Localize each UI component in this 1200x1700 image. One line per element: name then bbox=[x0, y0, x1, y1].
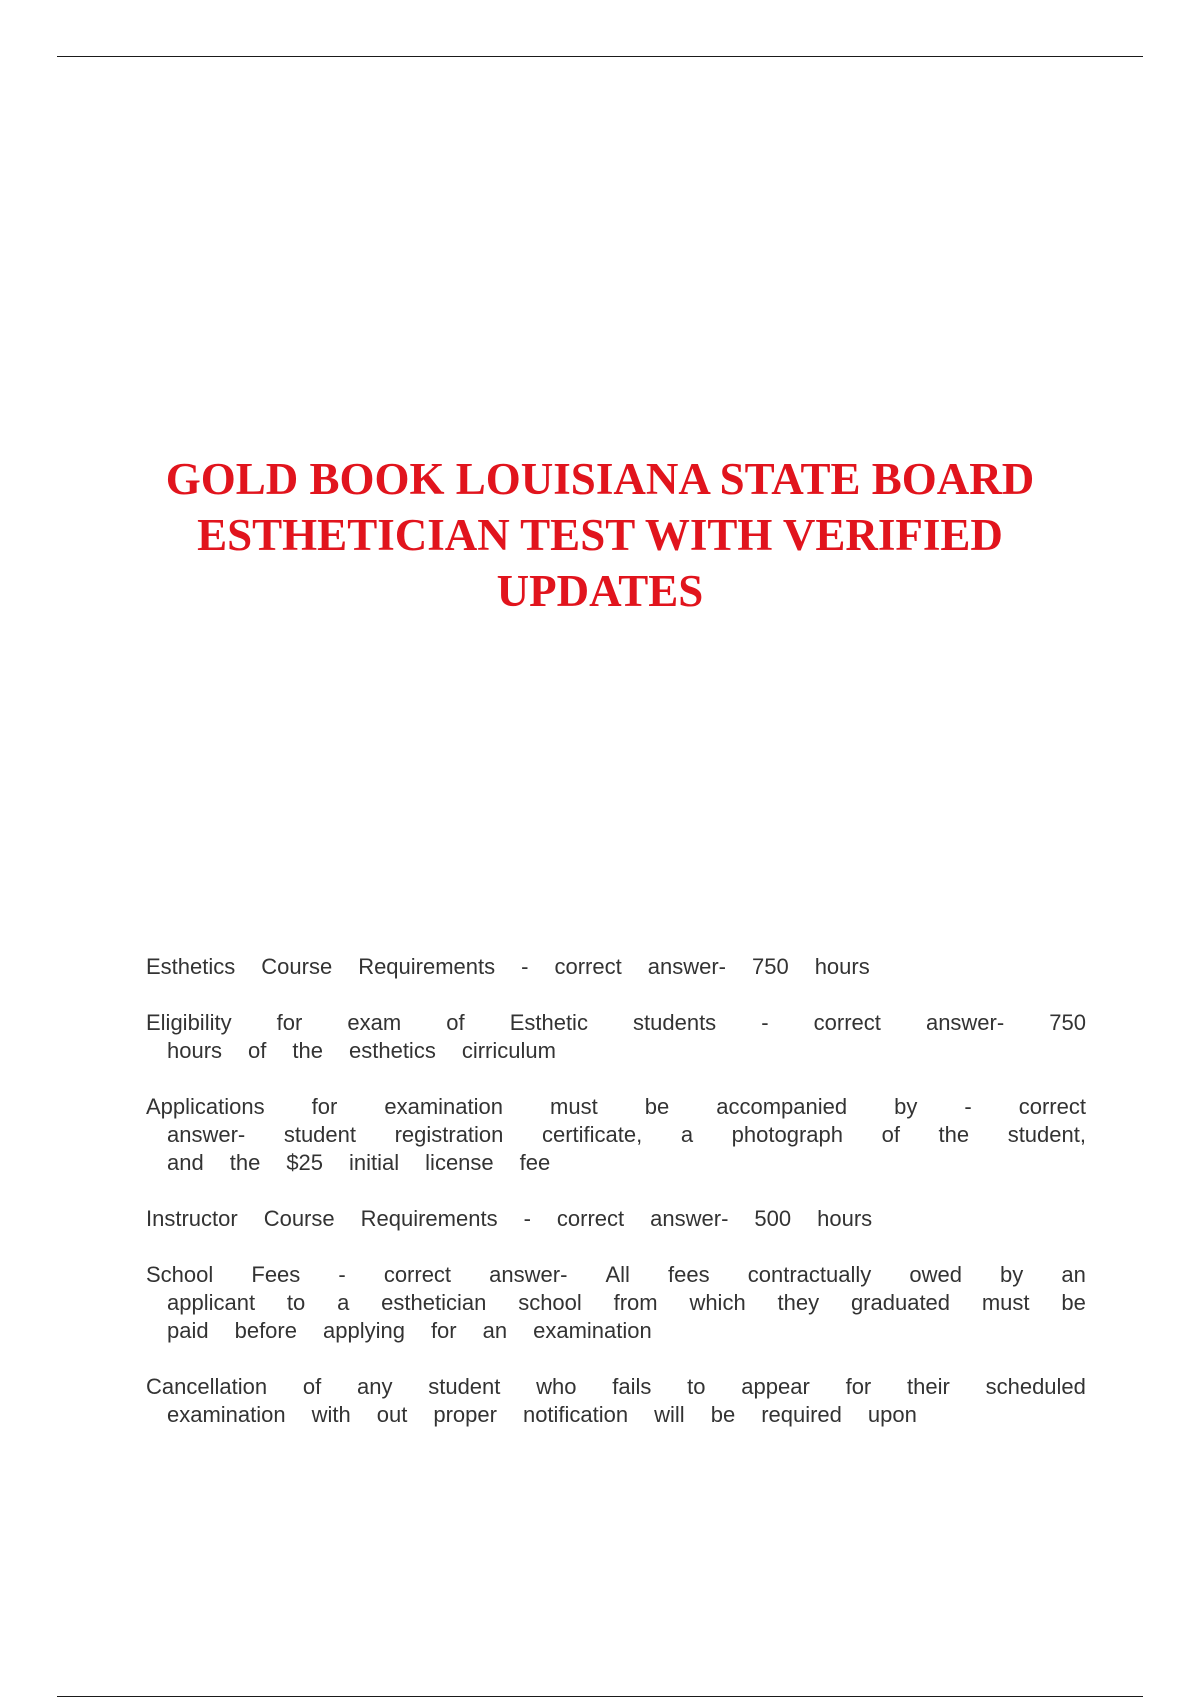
qa-word: exam bbox=[347, 1010, 402, 1035]
qa-word: out bbox=[376, 1402, 408, 1427]
qa-word: and bbox=[167, 1150, 204, 1175]
qa-word: cirriculum bbox=[461, 1038, 556, 1063]
qa-word: answer- bbox=[167, 1122, 246, 1147]
qa-word: for bbox=[845, 1374, 872, 1399]
qa-word: must bbox=[550, 1094, 598, 1119]
qa-word: they bbox=[777, 1290, 820, 1315]
qa-word: Course bbox=[261, 954, 333, 979]
qa-line bbox=[146, 1373, 1086, 1401]
qa-word: an bbox=[1061, 1262, 1086, 1287]
qa-line bbox=[146, 1009, 1086, 1037]
qa-word: - bbox=[523, 1206, 531, 1231]
qa-word: from bbox=[613, 1290, 658, 1315]
qa-word: fees bbox=[668, 1262, 710, 1287]
qa-word: accompanied bbox=[716, 1094, 848, 1119]
qa-word: an bbox=[482, 1318, 508, 1343]
qa-entry bbox=[146, 1205, 1086, 1233]
qa-word: by bbox=[1000, 1262, 1024, 1287]
qa-line bbox=[146, 1205, 1086, 1233]
qa-word: Fees bbox=[251, 1262, 301, 1287]
qa-word: for bbox=[430, 1318, 457, 1343]
qa-word: esthetician bbox=[381, 1290, 487, 1315]
qa-word: answer- bbox=[650, 1206, 729, 1231]
qa-entry bbox=[146, 1261, 1086, 1345]
question-answer-list bbox=[146, 953, 1086, 1457]
title-line: GOLD BOOK LOUISIANA STATE BOARD bbox=[165, 454, 1035, 504]
qa-word: - bbox=[338, 1262, 346, 1287]
qa-word: license bbox=[425, 1150, 494, 1175]
qa-word: school bbox=[518, 1290, 582, 1315]
qa-word: School bbox=[146, 1262, 214, 1287]
qa-word: to bbox=[286, 1290, 306, 1315]
qa-word: required bbox=[761, 1402, 842, 1427]
qa-word: certificate, bbox=[542, 1122, 643, 1147]
qa-word: the bbox=[229, 1150, 261, 1175]
qa-word: will bbox=[654, 1402, 685, 1427]
qa-word: a bbox=[680, 1122, 694, 1147]
qa-line bbox=[146, 953, 1086, 981]
qa-word: who bbox=[536, 1374, 577, 1399]
qa-entry bbox=[146, 1373, 1086, 1429]
qa-word: Applications bbox=[146, 1094, 265, 1119]
qa-word: - bbox=[964, 1094, 972, 1119]
qa-word: - bbox=[521, 954, 529, 979]
qa-word: registration bbox=[394, 1122, 504, 1147]
qa-word: hours bbox=[814, 954, 870, 979]
qa-word: a bbox=[337, 1290, 350, 1315]
qa-entry bbox=[146, 1093, 1086, 1177]
qa-word: fee bbox=[519, 1150, 551, 1175]
qa-line bbox=[167, 1121, 1086, 1149]
qa-line bbox=[146, 1261, 1086, 1289]
qa-word: $25 bbox=[286, 1150, 324, 1175]
qa-word: which bbox=[689, 1290, 746, 1315]
qa-word: of bbox=[881, 1122, 900, 1147]
qa-word: All bbox=[605, 1262, 630, 1287]
qa-word: applicant bbox=[167, 1290, 256, 1315]
qa-word: Esthetic bbox=[509, 1010, 588, 1035]
qa-word: upon bbox=[867, 1402, 917, 1427]
qa-word: photograph bbox=[731, 1122, 843, 1147]
qa-word: Eligibility bbox=[146, 1010, 232, 1035]
qa-word: Requirements bbox=[358, 954, 496, 979]
qa-word: examination bbox=[384, 1094, 503, 1119]
qa-line bbox=[167, 1289, 1086, 1317]
qa-word: correct bbox=[813, 1010, 881, 1035]
qa-word: correct bbox=[1018, 1094, 1086, 1119]
qa-line bbox=[167, 1149, 1086, 1177]
qa-word: by bbox=[894, 1094, 918, 1119]
qa-word: hours bbox=[817, 1206, 873, 1231]
qa-word: answer- bbox=[489, 1262, 568, 1287]
qa-word: examination bbox=[167, 1402, 286, 1427]
qa-word: for bbox=[276, 1010, 303, 1035]
qa-word: must bbox=[981, 1290, 1030, 1315]
qa-line bbox=[167, 1317, 1086, 1345]
qa-word: initial bbox=[349, 1150, 400, 1175]
qa-word: 750 bbox=[1049, 1010, 1086, 1035]
qa-word: before bbox=[234, 1318, 297, 1343]
qa-word: Cancellation bbox=[146, 1374, 268, 1399]
qa-word: contractually bbox=[747, 1262, 872, 1287]
qa-entry bbox=[146, 1009, 1086, 1065]
top-rule bbox=[57, 56, 1143, 57]
qa-word: - bbox=[761, 1010, 769, 1035]
qa-word: 750 bbox=[751, 954, 789, 979]
qa-word: with bbox=[311, 1402, 351, 1427]
qa-word: hours bbox=[167, 1038, 223, 1063]
qa-word: scheduled bbox=[985, 1374, 1086, 1399]
qa-entry bbox=[146, 953, 1086, 981]
qa-word: for bbox=[311, 1094, 338, 1119]
qa-word: appear bbox=[741, 1374, 810, 1399]
qa-word: correct bbox=[554, 954, 622, 979]
qa-word: notification bbox=[522, 1402, 629, 1427]
qa-word: esthetics bbox=[349, 1038, 436, 1063]
qa-word: answer- bbox=[647, 954, 726, 979]
qa-word: students bbox=[633, 1010, 717, 1035]
qa-word: fails bbox=[612, 1374, 652, 1399]
qa-word: of bbox=[302, 1374, 322, 1399]
qa-word: to bbox=[687, 1374, 706, 1399]
bottom-rule bbox=[57, 1696, 1143, 1697]
qa-word: Instructor bbox=[146, 1206, 238, 1231]
qa-word: student, bbox=[1007, 1122, 1086, 1147]
qa-word: Esthetics bbox=[146, 954, 236, 979]
qa-word: examination bbox=[533, 1318, 652, 1343]
qa-word: any bbox=[356, 1374, 393, 1399]
qa-line bbox=[167, 1037, 1086, 1065]
qa-word: student bbox=[428, 1374, 501, 1399]
qa-word: of bbox=[446, 1010, 465, 1035]
qa-word: the bbox=[938, 1122, 970, 1147]
qa-word: paid bbox=[167, 1318, 209, 1343]
qa-word: correct bbox=[556, 1206, 625, 1231]
qa-line bbox=[167, 1401, 1086, 1429]
qa-word: owed bbox=[909, 1262, 962, 1287]
qa-word: proper bbox=[433, 1402, 497, 1427]
qa-word: their bbox=[907, 1374, 950, 1399]
qa-word: Course bbox=[263, 1206, 335, 1231]
qa-word: the bbox=[292, 1038, 323, 1063]
qa-word: be bbox=[644, 1094, 670, 1119]
qa-word: answer- bbox=[925, 1010, 1005, 1035]
document-title bbox=[100, 451, 1100, 619]
title-line: ESTHETICIAN TEST WITH VERIFIED bbox=[197, 510, 1003, 560]
qa-line bbox=[146, 1093, 1086, 1121]
qa-word: graduated bbox=[850, 1290, 951, 1315]
qa-word: correct bbox=[383, 1262, 452, 1287]
qa-word: student bbox=[283, 1122, 356, 1147]
qa-word: applying bbox=[322, 1318, 405, 1343]
qa-word: of bbox=[248, 1038, 267, 1063]
qa-word: 500 bbox=[754, 1206, 792, 1231]
qa-word: be bbox=[1061, 1290, 1086, 1315]
qa-word: be bbox=[710, 1402, 736, 1427]
title-line: UPDATES bbox=[496, 566, 704, 616]
qa-word: Requirements bbox=[360, 1206, 498, 1231]
